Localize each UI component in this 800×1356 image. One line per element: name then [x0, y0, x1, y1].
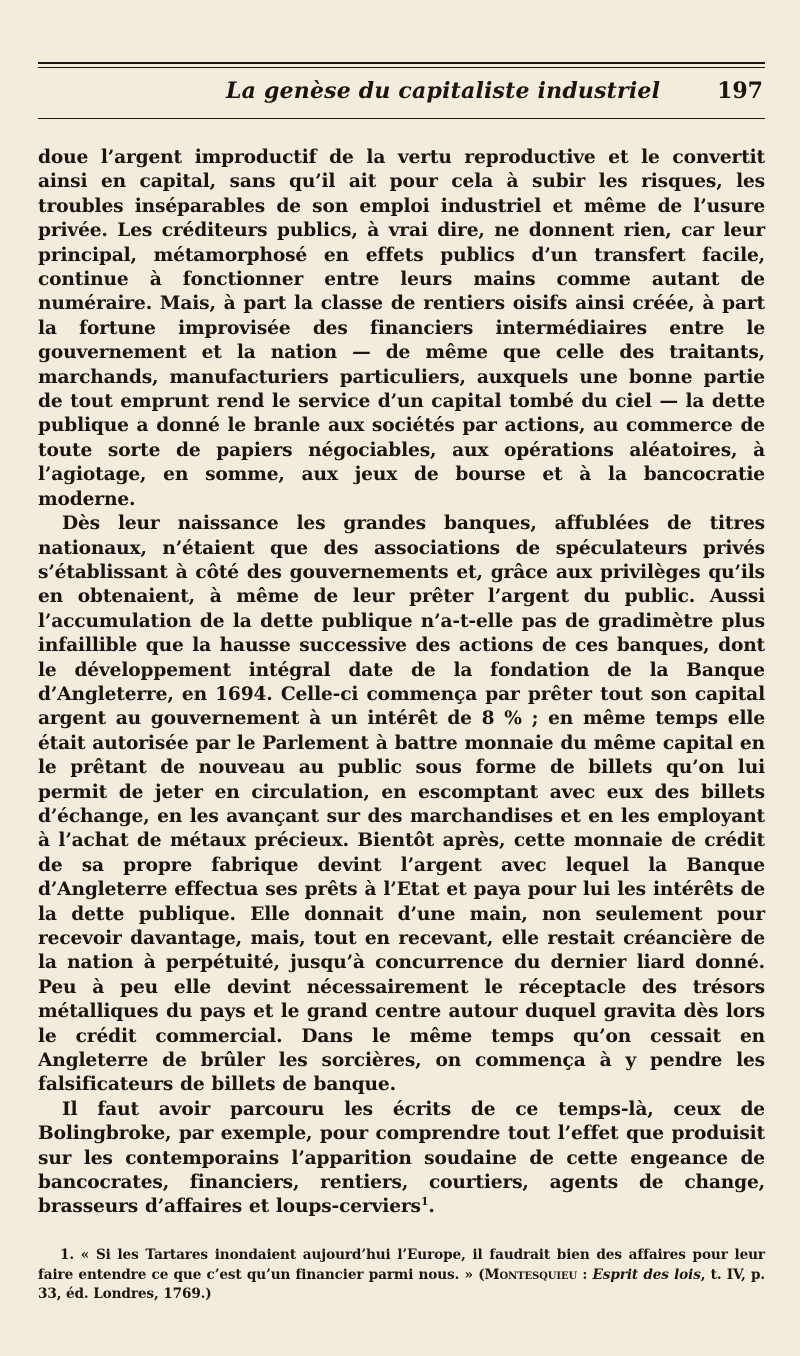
footnote-details: , t. IV, p. 33, éd. Londres, 1769.) [38, 1266, 766, 1302]
paragraph-3-text: Il faut avoir parcouru les écrits de ce temps-là, ceux de Bolingbroke, par exemple, pour comprendre tout l’effet que produisit sur les contemporains l’apparition soudaine de cette engeance de bancocrates, financiers, rentiers, courtiers, agents de change, brasseurs d’affaires et loups-cerviers [38, 1098, 765, 1218]
footnote-number: 1. [60, 1247, 74, 1263]
running-title: La genèse du capitaliste industriel [226, 78, 661, 104]
header-rule-top-thin [38, 67, 765, 68]
main-text [38, 146, 765, 1220]
page-number: 197 [717, 78, 763, 104]
paragraph-3-end: . [428, 1196, 435, 1218]
footnote-1 [38, 1246, 765, 1305]
header-rule-top [38, 62, 765, 64]
footnote-source-open: ( [478, 1266, 485, 1283]
running-head [38, 78, 765, 114]
paragraph-3 [38, 1098, 765, 1220]
paragraph-1: doue l’argent improductif de la vertu reproductive et le convertit ainsi en capital, sans qu’il ait pour cela à subir les risques, les troubles inséparables de son emploi industriel et même de l’usure privée. Les créditeurs publics, à vrai dire, ne donnent rien, car leur principal, métamorphosé en effets publics d’un transfert facile, continue à fonctionner entre leurs mains comme autant de numéraire. Mais, à part la classe de rentiers oisifs ainsi créée, à part la fortune improvisée des financiers intermédiaires entre le gouvernement et la nation — de même que celle des traitants, marchands, manufacturiers particuliers, auxquels une bonne partie de tout emprunt rend le service d’un capital tombé du ciel — la dette publique a donné le branle aux sociétés par actions, au commerce de toute sorte de papiers négociables, aux opérations aléatoires, à l’agiotage, en somme, aux jeux de bourse et à la bancocratie moderne. [38, 147, 765, 510]
footnote-quote: « Si les Tartares inondaient aujourd’hui l’Europe, il faudrait bien des affaires pour leur faire entendre ce que c’est qu’un financier parmi nous. » [38, 1247, 765, 1283]
footnote [38, 1246, 765, 1305]
footnote-work-title: Esprit des lois [592, 1266, 701, 1283]
footnote-marker[interactable]: 1 [420, 1195, 429, 1209]
footnote-author: Montesquieu [484, 1266, 578, 1283]
header-rule-bottom [38, 118, 765, 119]
footnote-separator: : [577, 1266, 593, 1283]
paragraph-2: Dès leur naissance les grandes banques, affublées de titres nationaux, n’étaient que des associations de spéculateurs privés s’établissant à côté des gouvernements et, grâce aux privilèges qu’ils en obtenaient, à même de leur prêter l’argent du public. Aussi l’accumulation de la dette publique n’a-t-elle pas de gradimètre plus infaillible que la hausse successive des actions de ces banques, dont le développement intégral date de la fondation de la Banque d’Angleterre, en 1694. Celle-ci commença par prêter tout son capital argent au gouvernement à un intérêt de 8 % ; en même temps elle était autorisée par le Parlement à battre monnaie du même capital en le prêtant de nouveau au public sous forme de billets qu’on lui permit de jeter en circulation, en escomptant avec eux des billets d’échange, en les avançant sur des marchandises et en les employant à l’achat de métaux précieux. Bientôt après, cette monnaie de crédit de sa propre fabrique devint l’argent avec lequel la Banque d’Angleterre effectua ses prêts à l’Etat et paya pour lui les intérêts de la dette publique. Elle donnait d’une main, non seulement pour recevoir davantage, mais, tout en recevant, elle restait créancière de la nation à perpétuité, jusqu’à concurrence du dernier liard donné. Peu à peu elle devint nécessairement le réceptacle des trésors métalliques du pays et le grand centre autour duquel gravita dès lors le crédit commercial. Dans le même temps qu’on cessait en Angleterre de brûler les sorcières, on commença à y pendre les falsificateurs de billets de banque. [38, 513, 765, 1096]
